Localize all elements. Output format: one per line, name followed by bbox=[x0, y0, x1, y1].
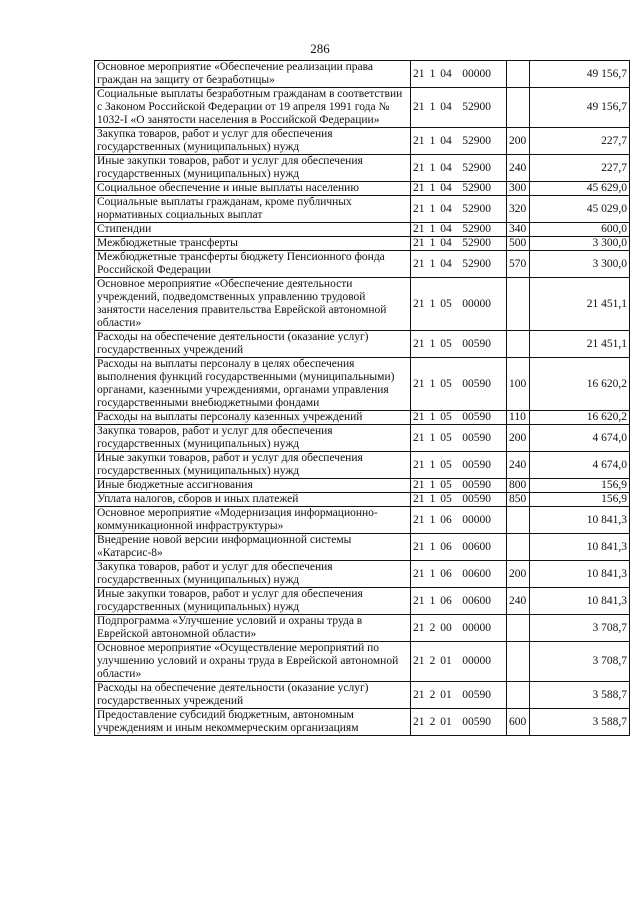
subprogram-code: 1 bbox=[429, 182, 436, 194]
direction-code: 52900 bbox=[462, 101, 491, 113]
row-target-code bbox=[411, 642, 507, 682]
row-target-code bbox=[411, 709, 507, 736]
program-code: 21 bbox=[413, 202, 425, 215]
row-name: Иные закупки товаров, работ и услуг для обеспечения государственных (муниципальных) нужд bbox=[95, 155, 411, 182]
program-code: 21 bbox=[413, 567, 425, 580]
program-code: 21 bbox=[413, 688, 425, 701]
direction-code: 00000 bbox=[462, 67, 491, 80]
row-expense-type: 200 bbox=[507, 561, 530, 588]
subprogram-code: 1 bbox=[429, 67, 436, 80]
measure-code: 04 bbox=[440, 223, 452, 235]
row-target-code bbox=[411, 237, 507, 251]
program-code: 21 bbox=[413, 257, 425, 270]
table-row bbox=[95, 358, 630, 411]
measure-code: 04 bbox=[440, 101, 452, 113]
row-sum: 49 156,7 bbox=[530, 88, 630, 128]
program-code: 21 bbox=[413, 67, 425, 80]
row-name: Расходы на выплаты персоналу казенных учреждений bbox=[95, 411, 411, 425]
row-target-code bbox=[411, 223, 507, 237]
row-expense-type bbox=[507, 61, 530, 88]
measure-code: 05 bbox=[440, 411, 452, 423]
row-expense-type: 100 bbox=[507, 358, 530, 411]
row-expense-type: 240 bbox=[507, 588, 530, 615]
direction-code: 52900 bbox=[462, 182, 491, 194]
row-name: Расходы на выплаты персоналу в целях обеспечения выполнения функций государственными (муниципальными) органами, казенными учреждениями, органами управления государственными внебюджетными фондами bbox=[95, 358, 411, 411]
row-target-code bbox=[411, 196, 507, 223]
measure-code: 05 bbox=[440, 479, 452, 491]
row-target-code bbox=[411, 251, 507, 278]
program-code: 21 bbox=[413, 458, 425, 471]
subprogram-code: 1 bbox=[429, 223, 436, 235]
subprogram-code: 1 bbox=[429, 202, 436, 215]
measure-code: 05 bbox=[440, 297, 452, 310]
subprogram-code: 1 bbox=[429, 297, 436, 310]
direction-code: 00590 bbox=[462, 431, 491, 444]
program-code: 21 bbox=[413, 540, 425, 553]
subprogram-code: 1 bbox=[429, 101, 436, 113]
direction-code: 00590 bbox=[462, 377, 491, 390]
program-code: 21 bbox=[413, 513, 425, 526]
row-expense-type: 240 bbox=[507, 155, 530, 182]
row-name: Расходы на обеспечение деятельности (оказание услуг) государственных учреждений bbox=[95, 682, 411, 709]
subprogram-code: 1 bbox=[429, 377, 436, 390]
subprogram-code: 1 bbox=[429, 337, 436, 350]
row-name: Социальные выплаты гражданам, кроме публичных нормативных социальных выплат bbox=[95, 196, 411, 223]
row-sum: 16 620,2 bbox=[530, 358, 630, 411]
row-expense-type: 320 bbox=[507, 196, 530, 223]
direction-code: 00590 bbox=[462, 715, 491, 728]
measure-code: 04 bbox=[440, 257, 452, 270]
subprogram-code: 1 bbox=[429, 161, 436, 174]
measure-code: 04 bbox=[440, 182, 452, 194]
row-name: Подпрограмма «Улучшение условий и охраны труда в Еврейской автономной области» bbox=[95, 615, 411, 642]
measure-code: 01 bbox=[440, 715, 452, 728]
row-expense-type: 200 bbox=[507, 425, 530, 452]
row-sum: 10 841,3 bbox=[530, 561, 630, 588]
direction-code: 00600 bbox=[462, 567, 491, 580]
row-expense-type bbox=[507, 88, 530, 128]
row-name: Закупка товаров, работ и услуг для обеспечения государственных (муниципальных) нужд bbox=[95, 425, 411, 452]
table-row bbox=[95, 709, 630, 736]
program-code: 21 bbox=[413, 237, 425, 249]
row-name: Расходы на обеспечение деятельности (оказание услуг) государственных учреждений bbox=[95, 331, 411, 358]
table-row bbox=[95, 615, 630, 642]
direction-code: 00600 bbox=[462, 540, 491, 553]
row-name: Межбюджетные трансферты bbox=[95, 237, 411, 251]
measure-code: 04 bbox=[440, 202, 452, 215]
row-target-code bbox=[411, 682, 507, 709]
table-row bbox=[95, 493, 630, 507]
measure-code: 05 bbox=[440, 337, 452, 350]
row-name: Закупка товаров, работ и услуг для обеспечения государственных (муниципальных) нужд bbox=[95, 128, 411, 155]
measure-code: 01 bbox=[440, 688, 452, 701]
row-target-code bbox=[411, 411, 507, 425]
row-sum: 227,7 bbox=[530, 155, 630, 182]
measure-code: 06 bbox=[440, 594, 452, 607]
row-sum: 21 451,1 bbox=[530, 331, 630, 358]
measure-code: 04 bbox=[440, 237, 452, 249]
measure-code: 05 bbox=[440, 377, 452, 390]
table-row bbox=[95, 251, 630, 278]
page-number: 286 bbox=[310, 41, 330, 56]
table-row bbox=[95, 479, 630, 493]
program-code: 21 bbox=[413, 493, 425, 505]
table-row bbox=[95, 682, 630, 709]
row-target-code bbox=[411, 425, 507, 452]
row-sum: 3 588,7 bbox=[530, 709, 630, 736]
row-target-code bbox=[411, 358, 507, 411]
row-name: Основное мероприятие «Обеспечение реализации права граждан на защиту от безработицы» bbox=[95, 61, 411, 88]
measure-code: 05 bbox=[440, 458, 452, 471]
row-sum: 3 300,0 bbox=[530, 237, 630, 251]
row-expense-type: 300 bbox=[507, 182, 530, 196]
subprogram-code: 1 bbox=[429, 513, 436, 526]
direction-code: 00000 bbox=[462, 513, 491, 526]
measure-code: 00 bbox=[440, 621, 452, 634]
subprogram-code: 1 bbox=[429, 431, 436, 444]
row-name: Основное мероприятие «Модернизация информационно-коммуникационной инфраструктуры» bbox=[95, 507, 411, 534]
program-code: 21 bbox=[413, 223, 425, 235]
row-sum: 156,9 bbox=[530, 493, 630, 507]
subprogram-code: 1 bbox=[429, 567, 436, 580]
row-sum: 4 674,0 bbox=[530, 425, 630, 452]
budget-table-body bbox=[95, 61, 630, 736]
row-expense-type: 570 bbox=[507, 251, 530, 278]
row-expense-type bbox=[507, 278, 530, 331]
program-code: 21 bbox=[413, 161, 425, 174]
measure-code: 06 bbox=[440, 567, 452, 580]
program-code: 21 bbox=[413, 297, 425, 310]
row-sum: 227,7 bbox=[530, 128, 630, 155]
direction-code: 52900 bbox=[462, 257, 491, 270]
subprogram-code: 1 bbox=[429, 540, 436, 553]
direction-code: 00590 bbox=[462, 411, 491, 423]
row-expense-type bbox=[507, 615, 530, 642]
row-sum: 3 708,7 bbox=[530, 615, 630, 642]
row-target-code bbox=[411, 615, 507, 642]
table-row bbox=[95, 128, 630, 155]
row-expense-type: 240 bbox=[507, 452, 530, 479]
program-code: 21 bbox=[413, 134, 425, 147]
row-target-code bbox=[411, 561, 507, 588]
measure-code: 05 bbox=[440, 431, 452, 444]
direction-code: 52900 bbox=[462, 237, 491, 249]
measure-code: 04 bbox=[440, 161, 452, 174]
row-expense-type bbox=[507, 331, 530, 358]
row-name: Внедрение новой версии информационной системы «Катарсис-8» bbox=[95, 534, 411, 561]
row-sum: 3 708,7 bbox=[530, 642, 630, 682]
subprogram-code: 1 bbox=[429, 479, 436, 491]
direction-code: 00000 bbox=[462, 297, 491, 310]
row-expense-type: 340 bbox=[507, 223, 530, 237]
subprogram-code: 1 bbox=[429, 134, 436, 147]
direction-code: 00590 bbox=[462, 479, 491, 491]
row-target-code bbox=[411, 182, 507, 196]
direction-code: 00590 bbox=[462, 337, 491, 350]
subprogram-code: 2 bbox=[429, 655, 436, 667]
row-target-code bbox=[411, 479, 507, 493]
row-name: Стипендии bbox=[95, 223, 411, 237]
direction-code: 52900 bbox=[462, 134, 491, 147]
row-sum: 10 841,3 bbox=[530, 507, 630, 534]
row-name: Социальное обеспечение и иные выплаты населению bbox=[95, 182, 411, 196]
row-name: Межбюджетные трансферты бюджету Пенсионного фонда Российской Федерации bbox=[95, 251, 411, 278]
row-name: Основное мероприятие «Обеспечение деятельности учреждений, подведомственных управлению трудовой занятости населения правительства Еврейской автономной области» bbox=[95, 278, 411, 331]
row-target-code bbox=[411, 128, 507, 155]
table-row bbox=[95, 642, 630, 682]
row-sum: 600,0 bbox=[530, 223, 630, 237]
measure-code: 01 bbox=[440, 655, 452, 667]
row-sum: 4 674,0 bbox=[530, 452, 630, 479]
row-target-code bbox=[411, 61, 507, 88]
row-name: Иные закупки товаров, работ и услуг для обеспечения государственных (муниципальных) нужд bbox=[95, 588, 411, 615]
program-code: 21 bbox=[413, 715, 425, 728]
row-expense-type: 600 bbox=[507, 709, 530, 736]
row-sum: 49 156,7 bbox=[530, 61, 630, 88]
row-target-code bbox=[411, 452, 507, 479]
measure-code: 04 bbox=[440, 134, 452, 147]
row-name: Иные закупки товаров, работ и услуг для обеспечения государственных (муниципальных) нужд bbox=[95, 452, 411, 479]
table-row bbox=[95, 534, 630, 561]
row-target-code bbox=[411, 278, 507, 331]
direction-code: 52900 bbox=[462, 161, 491, 174]
direction-code: 00000 bbox=[462, 621, 491, 634]
program-code: 21 bbox=[413, 479, 425, 491]
row-sum: 3 300,0 bbox=[530, 251, 630, 278]
table-row bbox=[95, 452, 630, 479]
table-row bbox=[95, 182, 630, 196]
table-row bbox=[95, 411, 630, 425]
direction-code: 00590 bbox=[462, 688, 491, 701]
program-code: 21 bbox=[413, 101, 425, 113]
subprogram-code: 1 bbox=[429, 458, 436, 471]
row-expense-type: 800 bbox=[507, 479, 530, 493]
direction-code: 00600 bbox=[462, 594, 491, 607]
row-target-code bbox=[411, 534, 507, 561]
row-sum: 16 620,2 bbox=[530, 411, 630, 425]
row-sum: 21 451,1 bbox=[530, 278, 630, 331]
subprogram-code: 1 bbox=[429, 493, 436, 505]
measure-code: 06 bbox=[440, 513, 452, 526]
row-target-code bbox=[411, 588, 507, 615]
row-target-code bbox=[411, 493, 507, 507]
table-row bbox=[95, 331, 630, 358]
table-row bbox=[95, 88, 630, 128]
program-code: 21 bbox=[413, 377, 425, 390]
row-name: Закупка товаров, работ и услуг для обеспечения государственных (муниципальных) нужд bbox=[95, 561, 411, 588]
direction-code: 52900 bbox=[462, 223, 491, 235]
row-expense-type bbox=[507, 507, 530, 534]
measure-code: 04 bbox=[440, 67, 452, 80]
row-expense-type: 110 bbox=[507, 411, 530, 425]
row-name: Иные бюджетные ассигнования bbox=[95, 479, 411, 493]
row-sum: 3 588,7 bbox=[530, 682, 630, 709]
direction-code: 00000 bbox=[462, 655, 491, 667]
row-name: Уплата налогов, сборов и иных платежей bbox=[95, 493, 411, 507]
row-sum: 45 029,0 bbox=[530, 196, 630, 223]
program-code: 21 bbox=[413, 337, 425, 350]
row-sum: 45 629,0 bbox=[530, 182, 630, 196]
program-code: 21 bbox=[413, 594, 425, 607]
budget-table bbox=[94, 60, 630, 736]
row-target-code bbox=[411, 507, 507, 534]
table-row bbox=[95, 278, 630, 331]
row-expense-type: 200 bbox=[507, 128, 530, 155]
subprogram-code: 1 bbox=[429, 257, 436, 270]
measure-code: 05 bbox=[440, 493, 452, 505]
table-row bbox=[95, 196, 630, 223]
table-row bbox=[95, 561, 630, 588]
measure-code: 06 bbox=[440, 540, 452, 553]
table-row bbox=[95, 507, 630, 534]
subprogram-code: 1 bbox=[429, 237, 436, 249]
program-code: 21 bbox=[413, 655, 425, 667]
row-expense-type bbox=[507, 682, 530, 709]
row-name: Основное мероприятие «Осуществление мероприятий по улучшению условий и охраны труда в Еврейской автономной области» bbox=[95, 642, 411, 682]
program-code: 21 bbox=[413, 621, 425, 634]
row-sum: 156,9 bbox=[530, 479, 630, 493]
table-row bbox=[95, 237, 630, 251]
subprogram-code: 2 bbox=[429, 715, 436, 728]
subprogram-code: 1 bbox=[429, 594, 436, 607]
row-target-code bbox=[411, 331, 507, 358]
program-code: 21 bbox=[413, 182, 425, 194]
direction-code: 00590 bbox=[462, 493, 491, 505]
table-row bbox=[95, 425, 630, 452]
row-expense-type: 850 bbox=[507, 493, 530, 507]
program-code: 21 bbox=[413, 411, 425, 423]
row-sum: 10 841,3 bbox=[530, 588, 630, 615]
direction-code: 00590 bbox=[462, 458, 491, 471]
table-row bbox=[95, 588, 630, 615]
table-row bbox=[95, 155, 630, 182]
row-name: Социальные выплаты безработным гражданам в соответствии с Законом Российской Федерации от 19 апреля 1991 года № 1032-I «О занятости населения в Российской Федерации» bbox=[95, 88, 411, 128]
row-target-code bbox=[411, 88, 507, 128]
subprogram-code: 1 bbox=[429, 411, 436, 423]
row-expense-type bbox=[507, 534, 530, 561]
program-code: 21 bbox=[413, 431, 425, 444]
direction-code: 52900 bbox=[462, 202, 491, 215]
row-expense-type: 500 bbox=[507, 237, 530, 251]
row-target-code bbox=[411, 155, 507, 182]
subprogram-code: 2 bbox=[429, 688, 436, 701]
row-expense-type bbox=[507, 642, 530, 682]
row-name: Предоставление субсидий бюджетным, автономным учреждениям и иным некоммерческим организациям bbox=[95, 709, 411, 736]
subprogram-code: 2 bbox=[429, 621, 436, 634]
table-row bbox=[95, 61, 630, 88]
table-row bbox=[95, 223, 630, 237]
row-sum: 10 841,3 bbox=[530, 534, 630, 561]
